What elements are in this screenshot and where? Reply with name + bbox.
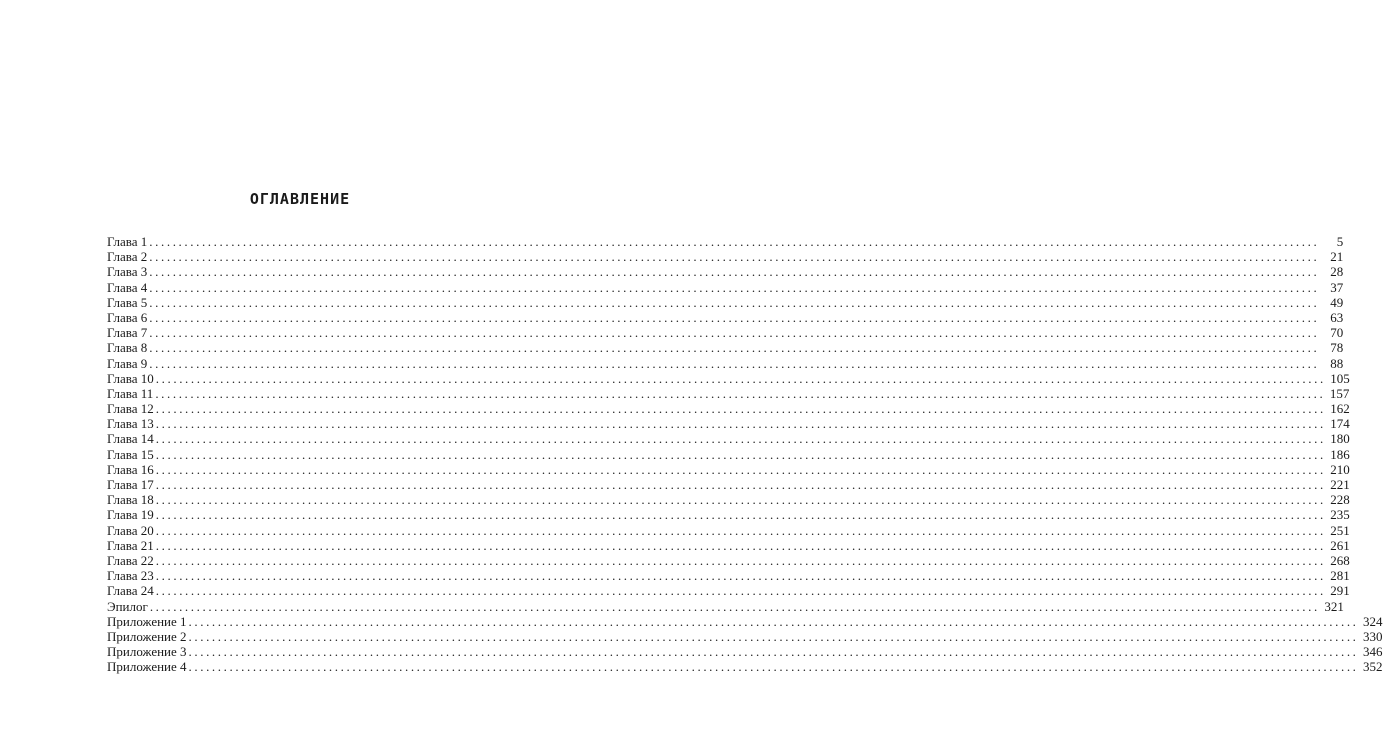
toc-entry-label: Глава 10: [107, 370, 154, 386]
dot-leader: ........................................................................................................................................................................................................: [149, 355, 1320, 371]
toc-entry-label: Глава 16: [107, 461, 154, 477]
dot-leader: ........................................................................................................................................................................................................: [149, 234, 1320, 249]
toc-entry: [107, 613, 1383, 629]
toc-entry-page: 281: [1330, 568, 1350, 584]
dot-leader: ........................................................................................................................................................................................................: [149, 598, 1320, 614]
toc-entry-page: 37: [1330, 279, 1344, 295]
toc-entry-label: Глава 23: [107, 568, 154, 584]
toc-entry-page: 291: [1330, 583, 1350, 599]
toc-entry-label: Глава 8: [107, 340, 148, 356]
toc-entry: [107, 309, 1344, 325]
toc-entry: [107, 401, 1350, 417]
dot-leader: ........................................................................................................................................................................................................: [149, 264, 1320, 280]
toc-entry: [107, 644, 1383, 660]
toc-entry-page: 180: [1330, 431, 1350, 447]
page-title: ОГЛАВЛЕНИЕ: [249, 190, 351, 208]
toc-entry: [107, 385, 1350, 401]
toc-entry-label: Приложение 4: [107, 659, 187, 675]
toc-entry-page: 70: [1330, 325, 1344, 341]
toc-entry-label: Глава 13: [107, 416, 154, 432]
toc-entry: [107, 234, 1344, 249]
toc-entry-label: Глава 15: [107, 446, 154, 462]
toc-entry: [107, 598, 1344, 614]
toc-entry: [107, 355, 1344, 371]
toc-entry: [107, 294, 1344, 310]
toc-entry: [107, 507, 1350, 523]
dot-leader: ........................................................................................................................................................................................................: [155, 446, 1326, 462]
toc-entry: [107, 416, 1350, 432]
toc-entry-page: 324: [1363, 613, 1383, 629]
toc-entry-page: 21: [1330, 249, 1344, 265]
toc-entry: [107, 461, 1350, 477]
toc-entry-page: 261: [1330, 537, 1350, 553]
toc-entry-page: 162: [1330, 401, 1350, 417]
dot-leader: ........................................................................................................................................................................................................: [155, 477, 1326, 492]
toc-entry-page: 174: [1330, 416, 1350, 432]
toc-entry-label: Глава 17: [107, 477, 154, 492]
toc-entry-label: Приложение 3: [107, 644, 187, 660]
toc-entry-label: Глава 18: [107, 492, 154, 508]
dot-leader: ........................................................................................................................................................................................................: [155, 401, 1326, 417]
toc-entry: [107, 431, 1350, 447]
toc-entry-label: Глава 5: [107, 294, 148, 310]
toc-entry: [107, 583, 1350, 599]
dot-leader: ........................................................................................................................................................................................................: [155, 568, 1326, 584]
dot-leader: ........................................................................................................................................................................................................: [149, 294, 1320, 310]
toc-entry-page: 330: [1363, 628, 1383, 644]
dot-leader: ........................................................................................................................................................................................................: [188, 644, 1359, 660]
dot-leader: ........................................................................................................................................................................................................: [188, 628, 1359, 644]
toc-entry-page: 186: [1330, 446, 1350, 462]
toc-entry: [107, 477, 1350, 492]
toc-entry-page: 346: [1363, 644, 1383, 660]
toc-entry-label: Глава 14: [107, 431, 154, 447]
toc-entry: [107, 340, 1344, 356]
toc-entry-label: Эпилог: [107, 598, 148, 614]
dot-leader: ........................................................................................................................................................................................................: [155, 537, 1326, 553]
dot-leader: ........................................................................................................................................................................................................: [155, 492, 1326, 508]
dot-leader: ........................................................................................................................................................................................................: [155, 583, 1326, 599]
dot-leader: ........................................................................................................................................................................................................: [155, 416, 1326, 432]
dot-leader: ........................................................................................................................................................................................................: [149, 309, 1320, 325]
toc-entry-label: Глава 21: [107, 537, 154, 553]
toc-entry: [107, 628, 1383, 644]
toc-entry-label: Глава 20: [107, 522, 154, 538]
toc-entry-page: 352: [1363, 659, 1383, 675]
dot-leader: ........................................................................................................................................................................................................: [155, 461, 1326, 477]
toc-entry-label: Глава 19: [107, 507, 154, 523]
toc-entry: [107, 522, 1350, 538]
toc-entry: [107, 659, 1383, 675]
toc-entry: [107, 249, 1344, 265]
toc-entry-page: 251: [1330, 522, 1350, 538]
dot-leader: ........................................................................................................................................................................................................: [188, 659, 1359, 675]
dot-leader: ........................................................................................................................................................................................................: [155, 370, 1326, 386]
table-of-contents: [107, 234, 1383, 675]
dot-leader: ........................................................................................................................................................................................................: [155, 522, 1326, 538]
dot-leader: ........................................................................................................................................................................................................: [155, 385, 1326, 401]
toc-entry-page: 78: [1330, 340, 1344, 356]
toc-entry-label: Приложение 1: [107, 613, 187, 629]
toc-entry-page: 221: [1330, 477, 1350, 492]
toc-entry: [107, 446, 1350, 462]
toc-entry-label: Глава 22: [107, 552, 154, 568]
toc-entry-page: 49: [1330, 294, 1344, 310]
dot-leader: ........................................................................................................................................................................................................: [155, 431, 1326, 447]
toc-entry-label: Глава 1: [107, 234, 148, 249]
toc-entry-label: Глава 7: [107, 325, 148, 341]
dot-leader: ........................................................................................................................................................................................................: [188, 613, 1359, 629]
toc-entry-page: 228: [1330, 492, 1350, 508]
dot-leader: ........................................................................................................................................................................................................: [155, 552, 1326, 568]
dot-leader: ........................................................................................................................................................................................................: [149, 279, 1320, 295]
toc-entry-page: 210: [1330, 461, 1350, 477]
toc-entry-page: 63: [1330, 309, 1344, 325]
toc-entry: [107, 568, 1350, 584]
dot-leader: ........................................................................................................................................................................................................: [149, 340, 1320, 356]
toc-entry: [107, 537, 1350, 553]
dot-leader: ........................................................................................................................................................................................................: [149, 249, 1320, 265]
toc-entry-label: Глава 6: [107, 309, 148, 325]
toc-entry-page: 88: [1330, 355, 1344, 371]
toc-entry-label: Глава 3: [107, 264, 148, 280]
toc-entry: [107, 264, 1344, 280]
toc-entry-label: Глава 12: [107, 401, 154, 417]
toc-entry-page: 321: [1324, 598, 1344, 614]
toc-entry-page: 105: [1330, 370, 1350, 386]
toc-entry-label: Глава 9: [107, 355, 148, 371]
toc-entry-page: 235: [1330, 507, 1350, 523]
toc-entry-label: Глава 4: [107, 279, 148, 295]
toc-entry: [107, 370, 1350, 386]
toc-entry-label: Приложение 2: [107, 628, 187, 644]
toc-entry: [107, 492, 1350, 508]
toc-entry-page: 157: [1329, 385, 1350, 401]
toc-entry: [107, 279, 1344, 295]
toc-entry: [107, 552, 1350, 568]
toc-entry-page: 28: [1330, 264, 1344, 280]
toc-entry-label: Глава 24: [107, 583, 154, 599]
toc-entry-page: 5: [1336, 234, 1344, 249]
toc-entry: [107, 325, 1344, 341]
dot-leader: ........................................................................................................................................................................................................: [155, 507, 1326, 523]
toc-entry-label: Глава 2: [107, 249, 148, 265]
dot-leader: ........................................................................................................................................................................................................: [149, 325, 1320, 341]
toc-entry-label: Глава 11: [107, 385, 154, 401]
toc-entry-page: 268: [1330, 552, 1350, 568]
